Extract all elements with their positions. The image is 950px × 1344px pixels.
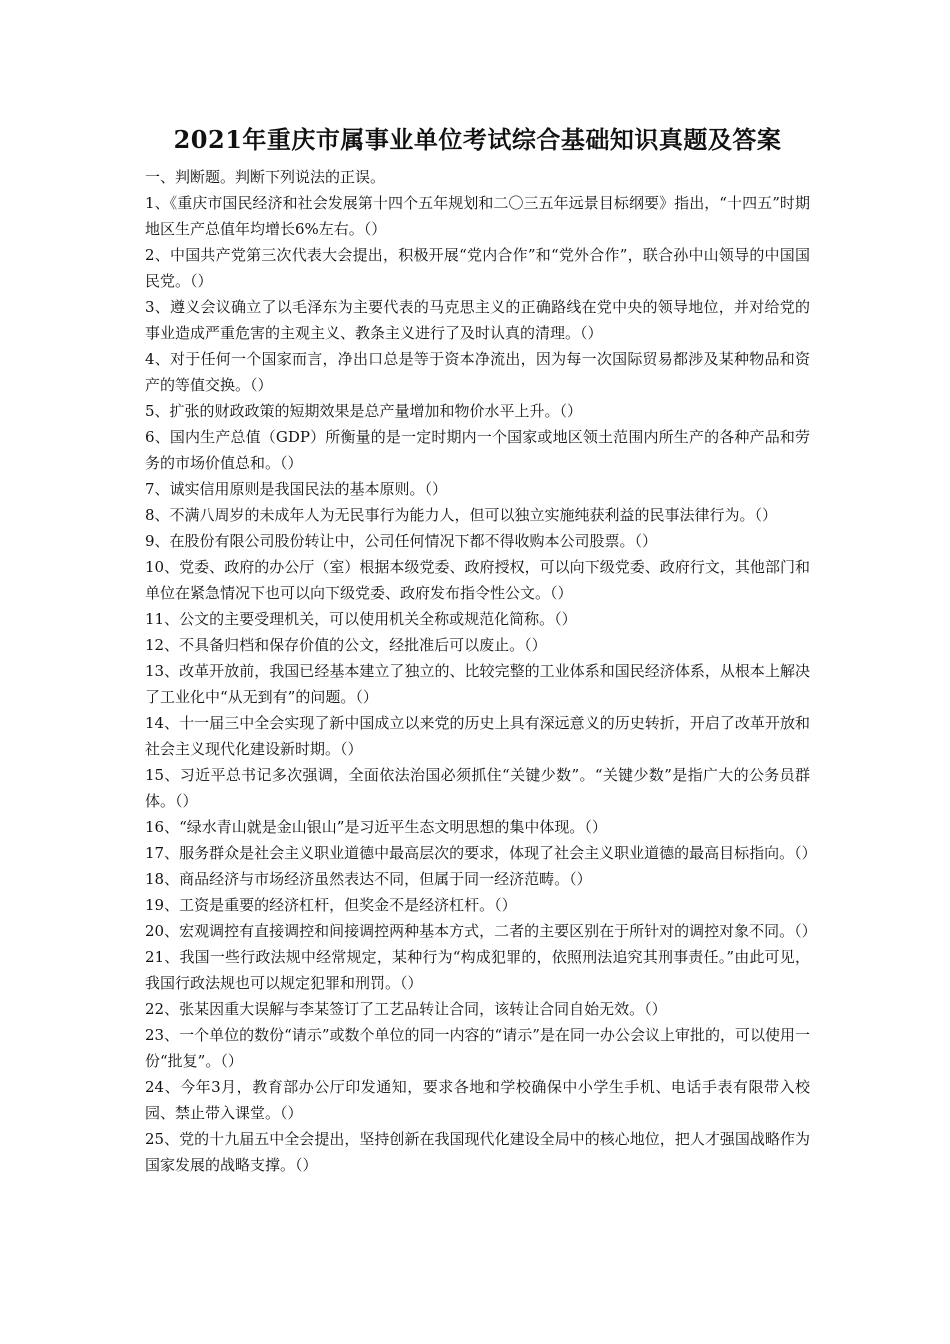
question-item: 14、十一届三中全会实现了新中国成立以来党的历史上具有深远意义的历史转折，开启了改革开放和社会主义现代化建设新时期。（） <box>145 714 810 758</box>
question-item: 23、一个单位的数份“请示”或数个单位的同一内容的“请示”是在同一办公会议上审批的，可以使用一份“批复”。（） <box>145 1026 810 1070</box>
question-item: 3、遵义会议确立了以毛泽东为主要代表的马克思主义的正确路线在党中央的领导地位，并对给党的事业造成严重危害的主观主义、教条主义进行了及时认真的清理。（） <box>145 298 810 342</box>
question-item: 7、诚实信用原则是我国民法的基本原则。（） <box>145 480 448 498</box>
question-item: 22、张某因重大误解与李某签订了工艺品转让合同，该转让合同自始无效。（） <box>145 1000 667 1018</box>
question-item: 10、党委、政府的办公厅（室）根据本级党委、政府授权，可以向下级党委、政府行文，其他部门和单位在紧急情况下也可以向下级党委、政府发布指令性公文。（） <box>145 558 810 602</box>
question-item: 25、党的十九届五中全会提出，坚持创新在我国现代化建设全局中的核心地位，把人才强国战略作为国家发展的战略支撑。（） <box>145 1130 810 1174</box>
question-item: 16、“绿水青山就是金山银山”是习近平生态文明思想的集中体现。（） <box>145 818 607 836</box>
question-item: 8、不满八周岁的未成年人为无民事行为能力人，但可以独立实施纯获利益的民事法律行为。（） <box>145 506 778 524</box>
question-item: 18、商品经济与市场经济虽然表达不同，但属于同一经济范畴。（） <box>145 870 592 888</box>
question-item: 13、改革开放前，我国已经基本建立了独立的、比较完整的工业体系和国民经济体系，从根本上解决了工业化中“从无到有”的问题。（） <box>145 662 810 706</box>
question-item: 4、对于任何一个国家而言，净出口总是等于资本净流出，因为每一次国际贸易都涉及某种物品和资产的等值交换。（） <box>145 350 810 394</box>
question-item: 20、宏观调控有直接调控和间接调控两种基本方式，二者的主要区别在于所针对的调控对象不同。（） <box>145 922 817 940</box>
question-item: 15、习近平总书记多次强调，全面依法治国必须抓住“关键少数”。“关键少数”是指广大的公务员群体。（） <box>145 766 810 810</box>
section-heading: 一、判断题。判断下列说法的正误。 <box>145 168 386 186</box>
question-item: 17、服务群众是社会主义职业道德中最高层次的要求，体现了社会主义职业道德的最高目标指向。（） <box>145 844 817 862</box>
question-item: 6、国内生产总值（GDP）所衡量的是一定时期内一个国家或地区领土范围内所生产的各种产品和劳务的市场价值总和。（） <box>145 428 810 472</box>
question-item: 19、工资是重要的经济杠杆，但奖金不是经济杠杆。（） <box>145 896 517 914</box>
question-list <box>145 190 817 1178</box>
question-item: 9、在股份有限公司股份转让中，公司任何情况下都不得收购本公司股票。（） <box>145 532 658 550</box>
question-item: 1、《重庆市国民经济和社会发展第十四个五年规划和二〇三五年远景目标纲要》指出，“十四五”时期地区生产总值年均增长6%左右。（） <box>145 194 810 238</box>
question-item: 5、扩张的财政政策的短期效果是总产量增加和物价水平上升。（） <box>145 402 583 420</box>
question-item: 12、不具备归档和保存价值的公文，经批准后可以废止。（） <box>145 636 547 654</box>
question-item: 11、公文的主要受理机关，可以使用机关全称或规范化简称。（） <box>145 610 577 628</box>
question-item: 21、我国一些行政法规中经常规定，某种行为“构成犯罪的，依照刑法追究其刑事责任。”由此可见，我国行政法规也可以规定犯罪和刑罚。（） <box>145 948 810 992</box>
question-item: 24、今年3月，教育部办公厅印发通知，要求各地和学校确保中小学生手机、电话手表有限带入校园、禁止带入课堂。（） <box>145 1078 810 1122</box>
document-title: 2021年重庆市属事业单位考试综合基础知识真题及答案 <box>173 125 782 154</box>
question-item: 2、中国共产党第三次代表大会提出，积极开展“党内合作”和“党外合作”，联合孙中山领导的中国国民党。（） <box>145 246 810 290</box>
